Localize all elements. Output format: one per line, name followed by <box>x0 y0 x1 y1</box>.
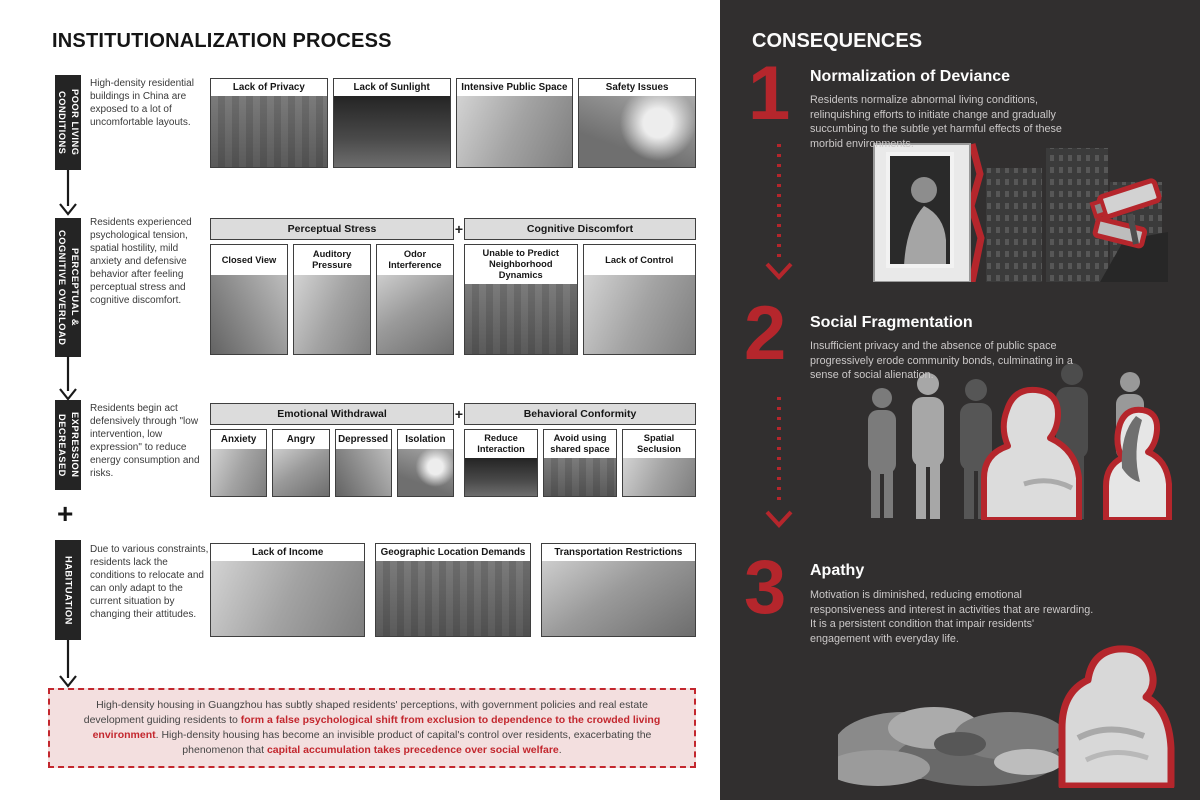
conclusion-part: . High-density housing has become an invisible product of capital's control over residents, exacerbating the phenomenon that <box>155 729 652 756</box>
tile-row-behavioral-conformity <box>464 429 696 497</box>
tile-spatial-seclusion <box>622 429 696 497</box>
consequence-heading: Apathy <box>810 562 865 579</box>
tile-row-perceptual-stress <box>210 244 454 355</box>
tile-auditory-pressure <box>293 244 371 355</box>
section-description: Due to various constraints, residents lack the conditions to relocate and can only adapt to the current situation by changing their attitudes. <box>90 544 209 620</box>
tile-isolation <box>397 429 454 497</box>
photo-placeholder <box>211 449 266 496</box>
consequences-panel <box>720 0 1200 800</box>
photo-placeholder <box>376 561 529 636</box>
tile-label: Angry <box>273 430 328 449</box>
consequence-text: Motivation is diminished, reducing emotional responsiveness and interest in activities that are rewarding. It is a persistent condition that impair residents' engagement with everyday life. <box>810 589 1094 645</box>
tile-row-cognitive-discomfort <box>464 244 696 355</box>
conclusion-box <box>48 688 696 768</box>
group-header-perceptual-stress: Perceptual Stress <box>210 218 454 240</box>
tile-label: Depressed <box>336 430 391 449</box>
tile-label: Safety Issues <box>579 79 695 96</box>
tile-lack-of-income <box>210 543 365 637</box>
tile-geographic-location-demands <box>375 543 530 637</box>
tile-label: Lack of Income <box>211 544 364 561</box>
dotted-arrow-icon <box>762 142 796 282</box>
plus-sign: + <box>454 406 464 422</box>
tile-avoid-shared-space <box>543 429 617 497</box>
tile-closed-view <box>210 244 288 355</box>
tile-transportation-restrictions <box>541 543 696 637</box>
tile-lack-of-privacy <box>210 78 328 168</box>
flow-arrow-icon <box>57 640 79 688</box>
consequence-number: 2 <box>744 291 787 376</box>
photo-placeholder <box>273 449 328 496</box>
tile-anxiety <box>210 429 267 497</box>
tile-safety-issues <box>578 78 696 168</box>
photo-placeholder <box>294 275 370 354</box>
photo-placeholder <box>623 458 695 496</box>
collage-surveillance-image <box>868 140 1168 282</box>
photo-placeholder <box>579 96 695 167</box>
conclusion-part: . <box>558 744 562 756</box>
consequence-number: 3 <box>744 545 787 630</box>
consequence-heading: Normalization of Deviance <box>810 68 1011 85</box>
consequence-text: Residents normalize abnormal living conditions, relinquishing efforts to initiate change and gradually succumbing to the subtle yet harmful effects of these morbid environments. <box>810 94 1062 150</box>
tile-label: Lack of Control <box>584 245 696 275</box>
section-description: Residents experienced psychological tension, spatial hostility, mild anxiety and defensive behavior after feeling perceptual stress and cognitive discomfort. <box>90 217 192 306</box>
tile-label: Anxiety <box>211 430 266 449</box>
tile-unable-to-predict <box>464 244 578 355</box>
plus-sign: + <box>57 498 74 529</box>
photo-placeholder <box>211 96 327 167</box>
section-description: Residents begin act defensively through "low intervention, low expression" to reduce energy consumption and risks. <box>90 403 200 479</box>
photo-placeholder <box>334 96 450 167</box>
tile-row-emotional-withdrawal <box>210 429 454 497</box>
tile-depressed <box>335 429 392 497</box>
section-label-perceptual-cognitive-overload: PERCEPTUAL & COGNITIVE OVERLOAD <box>55 218 81 357</box>
group-header-emotional-withdrawal: Emotional Withdrawal <box>210 403 454 425</box>
section-description: High-density residential buildings in China are exposed to a lot of uncomfortable layouts. <box>90 78 194 128</box>
tile-label: Lack of Sunlight <box>334 79 450 96</box>
photo-placeholder <box>542 561 695 636</box>
process-title: INSTITUTIONALIZATION PROCESS <box>52 30 392 52</box>
tile-lack-of-control <box>583 244 697 355</box>
section-label-expression-decreased: EXPRESSION DECREASED <box>55 400 81 490</box>
photo-placeholder <box>211 561 364 636</box>
tile-intensive-public-space <box>456 78 574 168</box>
plus-sign: + <box>454 221 464 237</box>
flow-arrow-icon <box>57 356 79 401</box>
tile-reduce-interaction <box>464 429 538 497</box>
tile-label: Lack of Privacy <box>211 79 327 96</box>
group-header-behavioral-conformity: Behavioral Conformity <box>464 403 696 425</box>
consequence-heading: Social Fragmentation <box>810 314 973 331</box>
photo-placeholder <box>465 284 577 354</box>
tile-label: Transportation Restrictions <box>542 544 695 561</box>
tile-label: Auditory Pressure <box>294 245 370 275</box>
tile-label: Geographic Location Demands <box>376 544 529 561</box>
section-label-habituation: HABITUATION <box>55 540 81 640</box>
conclusion-text <box>76 698 668 758</box>
consequence-text: Insufficient privacy and the absence of public space progressively erode community bonds, culminating in a sense of social alienation. <box>810 340 1073 382</box>
tile-label: Intensive Public Space <box>457 79 573 96</box>
tile-label: Odor Interference <box>377 245 453 275</box>
group-header-cognitive-discomfort: Cognitive Discomfort <box>464 218 696 240</box>
tile-label: Isolation <box>398 430 453 449</box>
tile-label: Unable to Predict Neighborhood Dynamics <box>465 245 577 284</box>
photo-placeholder <box>377 275 453 354</box>
photo-placeholder <box>465 458 537 496</box>
photo-placeholder <box>336 449 391 496</box>
photo-placeholder <box>457 96 573 167</box>
photo-placeholder <box>544 458 616 496</box>
tile-lack-of-sunlight <box>333 78 451 168</box>
tile-label: Reduce Interaction <box>465 430 537 458</box>
tile-label: Closed View <box>211 245 287 275</box>
tile-row-poor-living <box>210 78 696 168</box>
conclusion-highlight: form a false psychological shift from exclusion to dependence to the crowded living environment <box>92 714 661 741</box>
tile-label: Spatial Seclusion <box>623 430 695 458</box>
consequence-number: 1 <box>748 51 791 136</box>
tile-row-habituation <box>210 543 696 637</box>
consequences-title: CONSEQUENCES <box>752 30 923 52</box>
dotted-arrow-icon <box>762 395 796 530</box>
conclusion-highlight: capital accumulation takes precedence over social welfare <box>266 744 559 756</box>
conclusion-part: High-density housing in Guangzhou has subtly shaped residents' perceptions, with government policies and real estate development guiding residents to <box>83 699 648 726</box>
section-label-poor-living-conditions: POOR LIVING CONDITIONS <box>55 75 81 170</box>
photo-placeholder <box>211 275 287 354</box>
tile-angry <box>272 429 329 497</box>
photo-placeholder <box>584 275 696 354</box>
tile-odor-interference <box>376 244 454 355</box>
flow-arrow-icon <box>57 170 79 216</box>
photo-placeholder <box>398 449 453 496</box>
tile-label: Avoid using shared space <box>544 430 616 458</box>
